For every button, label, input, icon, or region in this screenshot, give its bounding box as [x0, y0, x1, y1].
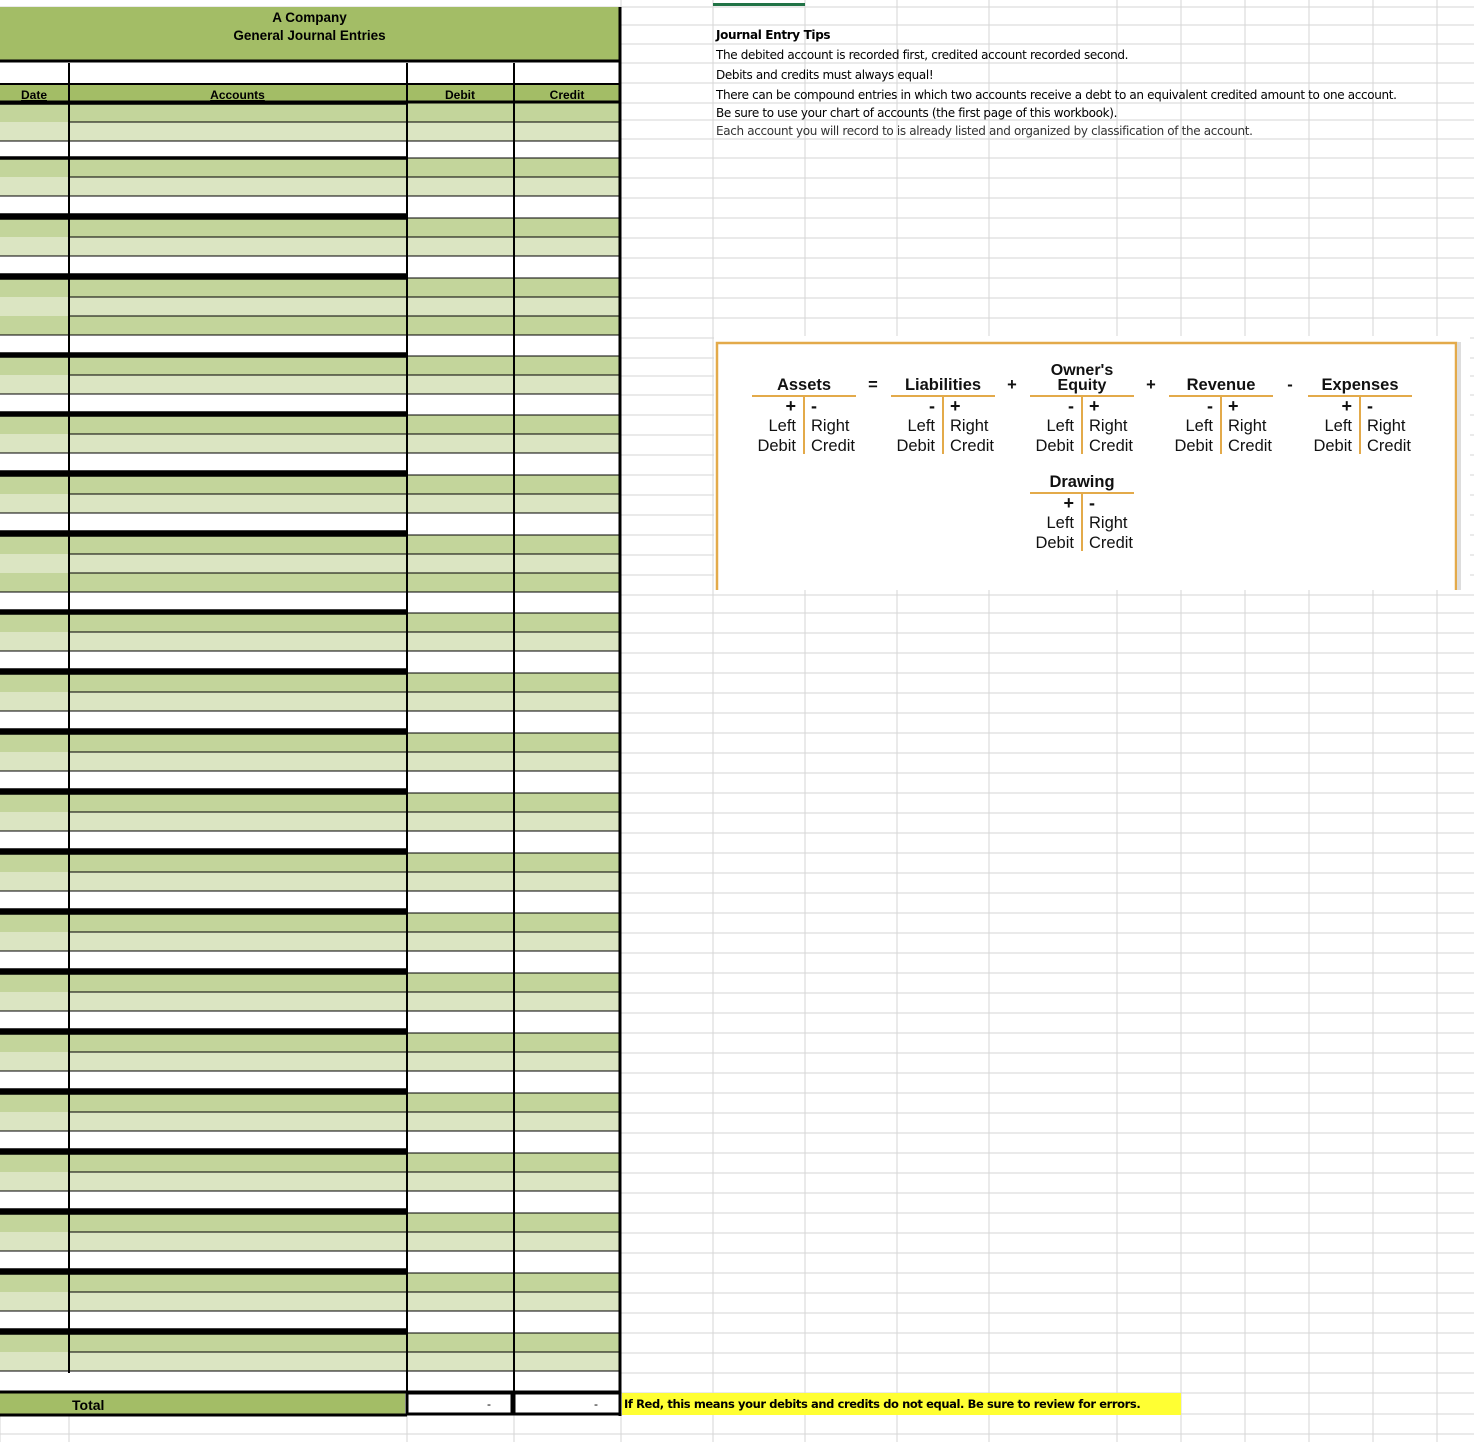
left-label: Left: [907, 417, 935, 435]
journal-entry-row[interactable]: [0, 673, 620, 692]
company-name: A Company: [272, 10, 347, 25]
journal-blank-row[interactable]: [0, 394, 620, 413]
journal-entry-row[interactable]: [0, 752, 620, 771]
plus-operator: +: [1146, 376, 1156, 394]
left-label: Left: [1046, 514, 1074, 532]
equals-operator: =: [868, 376, 878, 394]
journal-entry-row[interactable]: [0, 535, 620, 554]
debit-label: Debit: [896, 437, 935, 455]
right-label: Right: [1089, 417, 1128, 435]
sign-left: -: [1207, 396, 1213, 416]
journal-entry-row[interactable]: [0, 733, 620, 752]
journal-title: General Journal Entries: [233, 28, 386, 43]
total-credit-cell[interactable]: -: [594, 1397, 598, 1411]
plus-operator: +: [1007, 376, 1017, 394]
journal-entry-row[interactable]: [0, 1232, 620, 1251]
sign-right: +: [1089, 396, 1100, 416]
journal-entry-row[interactable]: [0, 1333, 620, 1352]
left-label: Left: [768, 417, 796, 435]
journal-blank-row[interactable]: [0, 1373, 620, 1392]
credit-label: Credit: [1089, 437, 1134, 455]
debit-label: Debit: [1035, 534, 1074, 552]
journal-blank-row[interactable]: [0, 1191, 620, 1210]
tip-line: There can be compound entries in which two accounts receive a debt to an equivalent credited amount to one account.: [716, 88, 1397, 102]
account-name: Revenue: [1186, 376, 1256, 394]
journal-entry-row[interactable]: [0, 237, 620, 256]
journal-blank-row[interactable]: [0, 513, 620, 532]
journal-entry-row[interactable]: [0, 1033, 620, 1052]
debit-label: Debit: [1174, 437, 1213, 455]
journal-blank-row[interactable]: [0, 831, 620, 850]
journal-entry-row[interactable]: [0, 872, 620, 891]
sign-left: +: [1341, 396, 1352, 416]
journal-blank-row[interactable]: [0, 951, 620, 970]
journal-entry-row[interactable]: [0, 278, 620, 297]
sign-left: +: [1063, 493, 1074, 513]
journal-entry-row[interactable]: [0, 554, 620, 573]
date-column-header[interactable]: Date: [20, 88, 47, 102]
journal-blank-row[interactable]: [0, 196, 620, 215]
debit-label: Debit: [757, 437, 796, 455]
credit-label: Credit: [1228, 437, 1273, 455]
sign-right: +: [950, 396, 961, 416]
active-cell-indicator: [713, 3, 805, 6]
journal-blank-row[interactable]: [0, 1251, 620, 1270]
journal-entry-row[interactable]: [0, 992, 620, 1011]
account-name-equity: Equity: [1057, 377, 1107, 394]
debit-label: Debit: [1313, 437, 1352, 455]
journal-entry-row[interactable]: [0, 434, 620, 453]
sign-left: +: [785, 396, 796, 416]
sign-right: -: [811, 396, 817, 416]
journal-entry-row[interactable]: [0, 812, 620, 831]
debit-label: Debit: [1035, 437, 1074, 455]
journal-entry-row[interactable]: [0, 177, 620, 196]
journal-entry-row[interactable]: [0, 122, 620, 141]
journal-entry-row[interactable]: [0, 1153, 620, 1172]
sign-right: -: [1367, 396, 1373, 416]
journal-entry-row[interactable]: [0, 973, 620, 992]
journal-blank-row[interactable]: [0, 1131, 620, 1150]
journal-entry-row[interactable]: [0, 613, 620, 632]
journal-blank-row[interactable]: [0, 1311, 620, 1330]
left-label: Left: [1046, 417, 1074, 435]
accounting-equation-diagram[interactable]: [714, 336, 1470, 590]
journal-blank-row[interactable]: [0, 651, 620, 670]
journal-entry-row[interactable]: [0, 415, 620, 434]
journal-blank-row[interactable]: [0, 891, 620, 910]
tip-line: Each account you will record to is already listed and organized by classification of the account.: [716, 124, 1253, 138]
blank-row[interactable]: [0, 63, 620, 83]
journal-entry-row[interactable]: [0, 1352, 620, 1371]
journal-entry-row[interactable]: [0, 297, 620, 316]
debit-column-header[interactable]: Debit: [445, 88, 475, 102]
sign-left: -: [929, 396, 935, 416]
journal-blank-row[interactable]: [0, 711, 620, 730]
sign-right: -: [1089, 493, 1095, 513]
journal-entry-row[interactable]: [0, 1112, 620, 1131]
journal-blank-row[interactable]: [0, 1011, 620, 1030]
journal-blank-row[interactable]: [0, 335, 620, 354]
right-label: Right: [1228, 417, 1267, 435]
journal-entry-row[interactable]: [0, 475, 620, 494]
journal-entry-row[interactable]: [0, 218, 620, 237]
journal-entry-row[interactable]: [0, 692, 620, 711]
journal-blank-row[interactable]: [0, 771, 620, 790]
journal-blank-row[interactable]: [0, 256, 620, 275]
journal-entry-row[interactable]: [0, 853, 620, 872]
journal-entry-row[interactable]: [0, 913, 620, 932]
journal-entry-row[interactable]: [0, 316, 620, 335]
credit-label: Credit: [1089, 534, 1134, 552]
journal-entry-row[interactable]: [0, 1273, 620, 1292]
journal-entry-row[interactable]: [0, 632, 620, 651]
account-name-owners: Owner's: [1050, 362, 1114, 379]
tips-title: Journal Entry Tips: [716, 28, 831, 42]
minus-operator: -: [1287, 376, 1293, 394]
credit-label: Credit: [1367, 437, 1412, 455]
journal-entry-row[interactable]: [0, 375, 620, 394]
journal-entry-row[interactable]: [0, 793, 620, 812]
journal-entry-row[interactable]: [0, 1172, 620, 1191]
journal-entry-row[interactable]: [0, 1052, 620, 1071]
tip-line: Debits and credits must always equal!: [716, 68, 934, 82]
journal-blank-row[interactable]: [0, 453, 620, 472]
sign-left: -: [1068, 396, 1074, 416]
journal-entry-row[interactable]: [0, 158, 620, 177]
journal-entry-row[interactable]: [0, 1292, 620, 1311]
right-label: Right: [811, 417, 850, 435]
journal-entry-row[interactable]: [0, 356, 620, 375]
balance-warning: If Red, this means your debits and credits do not equal. Be sure to review for errors.: [622, 1393, 1181, 1415]
journal-entry-row[interactable]: [0, 573, 620, 592]
left-label: Left: [1185, 417, 1213, 435]
left-label: Left: [1324, 417, 1352, 435]
journal-entry-row[interactable]: [0, 103, 620, 122]
right-label: Right: [950, 417, 989, 435]
account-name: Expenses: [1321, 376, 1399, 394]
accounts-column-header[interactable]: Accounts: [210, 88, 265, 102]
journal-entry-row[interactable]: [0, 494, 620, 513]
journal-entry-row[interactable]: [0, 1093, 620, 1112]
total-debit-cell[interactable]: -: [487, 1397, 491, 1411]
tip-line: Be sure to use your chart of accounts (the first page of this workbook).: [716, 106, 1118, 120]
total-label: Total: [72, 1397, 105, 1413]
sign-right: +: [1228, 396, 1239, 416]
total-row: [0, 1393, 405, 1414]
drawing-name: Drawing: [1049, 473, 1115, 491]
journal-blank-row[interactable]: [0, 1071, 620, 1090]
account-name: Liabilities: [904, 376, 982, 394]
right-label: Right: [1367, 417, 1406, 435]
journal-entry-row[interactable]: [0, 1213, 620, 1232]
right-label: Right: [1089, 514, 1128, 532]
tip-line: The debited account is recorded first, credited account recorded second.: [716, 48, 1129, 62]
journal-blank-row[interactable]: [0, 592, 620, 611]
credit-label: Credit: [811, 437, 856, 455]
journal-entry-row[interactable]: [0, 932, 620, 951]
credit-column-header[interactable]: Credit: [549, 88, 585, 102]
credit-label: Credit: [950, 437, 995, 455]
account-name: Assets: [776, 376, 832, 394]
